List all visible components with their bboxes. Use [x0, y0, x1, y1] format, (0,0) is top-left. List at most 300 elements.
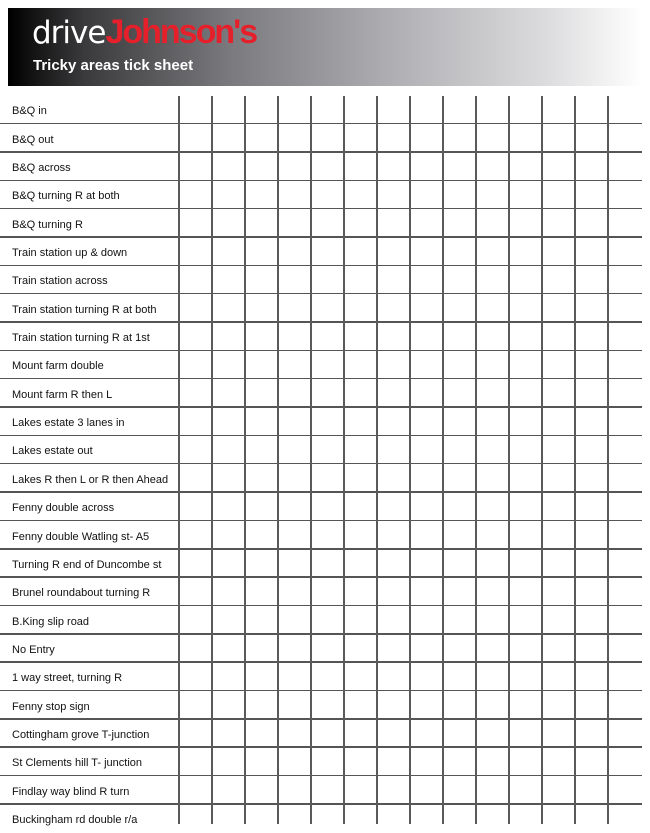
tick-cell[interactable] — [510, 493, 543, 521]
tick-cell[interactable] — [246, 635, 279, 663]
tick-cell[interactable] — [312, 181, 345, 209]
tick-cell[interactable] — [312, 748, 345, 776]
tick-cell[interactable] — [345, 238, 378, 266]
tick-cell[interactable] — [576, 493, 609, 521]
tick-cell[interactable] — [246, 464, 279, 492]
tick-cell[interactable] — [543, 691, 576, 719]
tick-cell[interactable] — [543, 521, 576, 549]
tick-cell[interactable] — [444, 521, 477, 549]
tick-cell[interactable] — [609, 493, 642, 521]
tick-cell[interactable] — [444, 805, 477, 833]
tick-cell[interactable] — [312, 96, 345, 124]
tick-cell[interactable] — [246, 181, 279, 209]
tick-cell[interactable] — [411, 96, 444, 124]
tick-cell[interactable] — [411, 124, 444, 152]
tick-cell[interactable] — [312, 464, 345, 492]
tick-cell[interactable] — [345, 181, 378, 209]
tick-cell[interactable] — [213, 606, 246, 634]
tick-cell[interactable] — [411, 266, 444, 294]
tick-cell[interactable] — [477, 550, 510, 578]
tick-cell[interactable] — [279, 436, 312, 464]
tick-cell[interactable] — [510, 436, 543, 464]
tick-cell[interactable] — [246, 379, 279, 407]
tick-cell[interactable] — [576, 748, 609, 776]
tick-cell[interactable] — [543, 294, 576, 322]
tick-cell[interactable] — [576, 550, 609, 578]
tick-cell[interactable] — [378, 209, 411, 237]
tick-cell[interactable] — [312, 805, 345, 833]
tick-cell[interactable] — [477, 209, 510, 237]
tick-cell[interactable] — [510, 323, 543, 351]
tick-cell[interactable] — [279, 408, 312, 436]
tick-cell[interactable] — [213, 578, 246, 606]
tick-cell[interactable] — [345, 379, 378, 407]
tick-cell[interactable] — [312, 493, 345, 521]
tick-cell[interactable] — [543, 436, 576, 464]
tick-cell[interactable] — [543, 805, 576, 833]
tick-cell[interactable] — [543, 663, 576, 691]
tick-cell[interactable] — [444, 351, 477, 379]
tick-cell[interactable] — [411, 720, 444, 748]
tick-cell[interactable] — [576, 663, 609, 691]
tick-cell[interactable] — [213, 720, 246, 748]
tick-cell[interactable] — [543, 606, 576, 634]
tick-cell[interactable] — [411, 464, 444, 492]
tick-cell[interactable] — [180, 776, 213, 804]
tick-cell[interactable] — [411, 776, 444, 804]
tick-cell[interactable] — [246, 663, 279, 691]
tick-cell[interactable] — [444, 408, 477, 436]
tick-cell[interactable] — [609, 351, 642, 379]
tick-cell[interactable] — [411, 351, 444, 379]
tick-cell[interactable] — [345, 606, 378, 634]
tick-cell[interactable] — [213, 323, 246, 351]
tick-cell[interactable] — [510, 238, 543, 266]
tick-cell[interactable] — [279, 323, 312, 351]
tick-cell[interactable] — [246, 266, 279, 294]
tick-cell[interactable] — [180, 96, 213, 124]
tick-cell[interactable] — [477, 153, 510, 181]
tick-cell[interactable] — [576, 635, 609, 663]
tick-cell[interactable] — [411, 153, 444, 181]
tick-cell[interactable] — [444, 776, 477, 804]
tick-cell[interactable] — [279, 521, 312, 549]
tick-cell[interactable] — [213, 550, 246, 578]
tick-cell[interactable] — [246, 776, 279, 804]
tick-cell[interactable] — [312, 720, 345, 748]
tick-cell[interactable] — [411, 805, 444, 833]
tick-cell[interactable] — [411, 181, 444, 209]
tick-cell[interactable] — [279, 635, 312, 663]
tick-cell[interactable] — [180, 521, 213, 549]
tick-cell[interactable] — [444, 493, 477, 521]
tick-cell[interactable] — [543, 266, 576, 294]
tick-cell[interactable] — [411, 748, 444, 776]
tick-cell[interactable] — [345, 436, 378, 464]
tick-cell[interactable] — [543, 408, 576, 436]
tick-cell[interactable] — [213, 805, 246, 833]
tick-cell[interactable] — [279, 266, 312, 294]
tick-cell[interactable] — [312, 578, 345, 606]
tick-cell[interactable] — [279, 720, 312, 748]
tick-cell[interactable] — [411, 323, 444, 351]
tick-cell[interactable] — [345, 493, 378, 521]
tick-cell[interactable] — [477, 521, 510, 549]
tick-cell[interactable] — [609, 238, 642, 266]
tick-cell[interactable] — [378, 124, 411, 152]
tick-cell[interactable] — [246, 691, 279, 719]
tick-cell[interactable] — [444, 606, 477, 634]
tick-cell[interactable] — [576, 691, 609, 719]
tick-cell[interactable] — [576, 578, 609, 606]
tick-cell[interactable] — [213, 238, 246, 266]
tick-cell[interactable] — [576, 436, 609, 464]
tick-cell[interactable] — [180, 635, 213, 663]
tick-cell[interactable] — [378, 805, 411, 833]
tick-cell[interactable] — [444, 294, 477, 322]
tick-cell[interactable] — [279, 464, 312, 492]
tick-cell[interactable] — [345, 776, 378, 804]
tick-cell[interactable] — [378, 96, 411, 124]
tick-cell[interactable] — [609, 550, 642, 578]
tick-cell[interactable] — [444, 464, 477, 492]
tick-cell[interactable] — [576, 408, 609, 436]
tick-cell[interactable] — [246, 209, 279, 237]
tick-cell[interactable] — [279, 748, 312, 776]
tick-cell[interactable] — [609, 408, 642, 436]
tick-cell[interactable] — [312, 691, 345, 719]
tick-cell[interactable] — [378, 153, 411, 181]
tick-cell[interactable] — [213, 351, 246, 379]
tick-cell[interactable] — [345, 578, 378, 606]
tick-cell[interactable] — [543, 578, 576, 606]
tick-cell[interactable] — [609, 436, 642, 464]
tick-cell[interactable] — [213, 436, 246, 464]
tick-cell[interactable] — [444, 720, 477, 748]
tick-cell[interactable] — [279, 153, 312, 181]
tick-cell[interactable] — [543, 323, 576, 351]
tick-cell[interactable] — [312, 550, 345, 578]
tick-cell[interactable] — [378, 550, 411, 578]
tick-cell[interactable] — [246, 124, 279, 152]
tick-cell[interactable] — [180, 493, 213, 521]
tick-cell[interactable] — [609, 663, 642, 691]
tick-cell[interactable] — [477, 635, 510, 663]
tick-cell[interactable] — [411, 635, 444, 663]
tick-cell[interactable] — [543, 635, 576, 663]
tick-cell[interactable] — [576, 805, 609, 833]
tick-cell[interactable] — [180, 181, 213, 209]
tick-cell[interactable] — [378, 663, 411, 691]
tick-cell[interactable] — [312, 209, 345, 237]
tick-cell[interactable] — [411, 209, 444, 237]
tick-cell[interactable] — [213, 294, 246, 322]
tick-cell[interactable] — [510, 96, 543, 124]
tick-cell[interactable] — [246, 550, 279, 578]
tick-cell[interactable] — [510, 720, 543, 748]
tick-cell[interactable] — [246, 748, 279, 776]
tick-cell[interactable] — [609, 294, 642, 322]
tick-cell[interactable] — [411, 606, 444, 634]
tick-cell[interactable] — [312, 153, 345, 181]
tick-cell[interactable] — [213, 266, 246, 294]
tick-cell[interactable] — [180, 153, 213, 181]
tick-cell[interactable] — [576, 238, 609, 266]
tick-cell[interactable] — [444, 209, 477, 237]
tick-cell[interactable] — [477, 266, 510, 294]
tick-cell[interactable] — [477, 464, 510, 492]
tick-cell[interactable] — [444, 238, 477, 266]
tick-cell[interactable] — [312, 521, 345, 549]
tick-cell[interactable] — [345, 521, 378, 549]
tick-cell[interactable] — [279, 578, 312, 606]
tick-cell[interactable] — [312, 238, 345, 266]
tick-cell[interactable] — [510, 124, 543, 152]
tick-cell[interactable] — [510, 663, 543, 691]
tick-cell[interactable] — [576, 209, 609, 237]
tick-cell[interactable] — [411, 521, 444, 549]
tick-cell[interactable] — [510, 181, 543, 209]
tick-cell[interactable] — [444, 181, 477, 209]
tick-cell[interactable] — [378, 748, 411, 776]
tick-cell[interactable] — [444, 691, 477, 719]
tick-cell[interactable] — [609, 635, 642, 663]
tick-cell[interactable] — [345, 153, 378, 181]
tick-cell[interactable] — [543, 153, 576, 181]
tick-cell[interactable] — [246, 720, 279, 748]
tick-cell[interactable] — [213, 663, 246, 691]
tick-cell[interactable] — [411, 550, 444, 578]
tick-cell[interactable] — [411, 663, 444, 691]
tick-cell[interactable] — [213, 124, 246, 152]
tick-cell[interactable] — [180, 209, 213, 237]
tick-cell[interactable] — [312, 606, 345, 634]
tick-cell[interactable] — [180, 805, 213, 833]
tick-cell[interactable] — [510, 209, 543, 237]
tick-cell[interactable] — [477, 379, 510, 407]
tick-cell[interactable] — [279, 181, 312, 209]
tick-cell[interactable] — [576, 464, 609, 492]
tick-cell[interactable] — [576, 266, 609, 294]
tick-cell[interactable] — [543, 124, 576, 152]
tick-cell[interactable] — [444, 635, 477, 663]
tick-cell[interactable] — [213, 379, 246, 407]
tick-cell[interactable] — [213, 748, 246, 776]
tick-cell[interactable] — [213, 635, 246, 663]
tick-cell[interactable] — [444, 323, 477, 351]
tick-cell[interactable] — [345, 351, 378, 379]
tick-cell[interactable] — [411, 238, 444, 266]
tick-cell[interactable] — [576, 379, 609, 407]
tick-cell[interactable] — [477, 720, 510, 748]
tick-cell[interactable] — [378, 606, 411, 634]
tick-cell[interactable] — [576, 181, 609, 209]
tick-cell[interactable] — [444, 266, 477, 294]
tick-cell[interactable] — [576, 606, 609, 634]
tick-cell[interactable] — [543, 379, 576, 407]
tick-cell[interactable] — [213, 209, 246, 237]
tick-cell[interactable] — [180, 379, 213, 407]
tick-cell[interactable] — [180, 748, 213, 776]
tick-cell[interactable] — [180, 238, 213, 266]
tick-cell[interactable] — [609, 606, 642, 634]
tick-cell[interactable] — [510, 464, 543, 492]
tick-cell[interactable] — [345, 323, 378, 351]
tick-cell[interactable] — [609, 720, 642, 748]
tick-cell[interactable] — [279, 351, 312, 379]
tick-cell[interactable] — [576, 124, 609, 152]
tick-cell[interactable] — [312, 323, 345, 351]
tick-cell[interactable] — [444, 96, 477, 124]
tick-cell[interactable] — [246, 606, 279, 634]
tick-cell[interactable] — [477, 493, 510, 521]
tick-cell[interactable] — [576, 96, 609, 124]
tick-cell[interactable] — [279, 805, 312, 833]
tick-cell[interactable] — [378, 635, 411, 663]
tick-cell[interactable] — [444, 153, 477, 181]
tick-cell[interactable] — [510, 153, 543, 181]
tick-cell[interactable] — [345, 209, 378, 237]
tick-cell[interactable] — [444, 436, 477, 464]
tick-cell[interactable] — [246, 323, 279, 351]
tick-cell[interactable] — [477, 776, 510, 804]
tick-cell[interactable] — [279, 238, 312, 266]
tick-cell[interactable] — [312, 266, 345, 294]
tick-cell[interactable] — [510, 351, 543, 379]
tick-cell[interactable] — [312, 436, 345, 464]
tick-cell[interactable] — [312, 351, 345, 379]
tick-cell[interactable] — [180, 720, 213, 748]
tick-cell[interactable] — [576, 351, 609, 379]
tick-cell[interactable] — [411, 379, 444, 407]
tick-cell[interactable] — [576, 776, 609, 804]
tick-cell[interactable] — [312, 635, 345, 663]
tick-cell[interactable] — [543, 464, 576, 492]
tick-cell[interactable] — [609, 153, 642, 181]
tick-cell[interactable] — [180, 663, 213, 691]
tick-cell[interactable] — [345, 748, 378, 776]
tick-cell[interactable] — [345, 408, 378, 436]
tick-cell[interactable] — [477, 408, 510, 436]
tick-cell[interactable] — [477, 663, 510, 691]
tick-cell[interactable] — [477, 323, 510, 351]
tick-cell[interactable] — [279, 209, 312, 237]
tick-cell[interactable] — [378, 294, 411, 322]
tick-cell[interactable] — [477, 691, 510, 719]
tick-cell[interactable] — [510, 408, 543, 436]
tick-cell[interactable] — [213, 691, 246, 719]
tick-cell[interactable] — [180, 550, 213, 578]
tick-cell[interactable] — [279, 124, 312, 152]
tick-cell[interactable] — [411, 408, 444, 436]
tick-cell[interactable] — [312, 663, 345, 691]
tick-cell[interactable] — [246, 578, 279, 606]
tick-cell[interactable] — [279, 691, 312, 719]
tick-cell[interactable] — [609, 691, 642, 719]
tick-cell[interactable] — [444, 124, 477, 152]
tick-cell[interactable] — [246, 153, 279, 181]
tick-cell[interactable] — [246, 436, 279, 464]
tick-cell[interactable] — [213, 96, 246, 124]
tick-cell[interactable] — [345, 96, 378, 124]
tick-cell[interactable] — [510, 521, 543, 549]
tick-cell[interactable] — [312, 294, 345, 322]
tick-cell[interactable] — [411, 691, 444, 719]
tick-cell[interactable] — [378, 493, 411, 521]
tick-cell[interactable] — [543, 209, 576, 237]
tick-cell[interactable] — [510, 776, 543, 804]
tick-cell[interactable] — [477, 238, 510, 266]
tick-cell[interactable] — [609, 266, 642, 294]
tick-cell[interactable] — [609, 96, 642, 124]
tick-cell[interactable] — [279, 550, 312, 578]
tick-cell[interactable] — [609, 776, 642, 804]
tick-cell[interactable] — [543, 493, 576, 521]
tick-cell[interactable] — [213, 464, 246, 492]
tick-cell[interactable] — [345, 124, 378, 152]
tick-cell[interactable] — [543, 351, 576, 379]
tick-cell[interactable] — [180, 606, 213, 634]
tick-cell[interactable] — [180, 323, 213, 351]
tick-cell[interactable] — [609, 748, 642, 776]
tick-cell[interactable] — [246, 96, 279, 124]
tick-cell[interactable] — [477, 96, 510, 124]
tick-cell[interactable] — [378, 323, 411, 351]
tick-cell[interactable] — [345, 805, 378, 833]
tick-cell[interactable] — [378, 521, 411, 549]
tick-cell[interactable] — [180, 266, 213, 294]
tick-cell[interactable] — [180, 436, 213, 464]
tick-cell[interactable] — [510, 691, 543, 719]
tick-cell[interactable] — [477, 606, 510, 634]
tick-cell[interactable] — [279, 493, 312, 521]
tick-cell[interactable] — [543, 748, 576, 776]
tick-cell[interactable] — [378, 436, 411, 464]
tick-cell[interactable] — [543, 181, 576, 209]
tick-cell[interactable] — [312, 776, 345, 804]
tick-cell[interactable] — [246, 294, 279, 322]
tick-cell[interactable] — [180, 408, 213, 436]
tick-cell[interactable] — [543, 96, 576, 124]
tick-cell[interactable] — [477, 124, 510, 152]
tick-cell[interactable] — [279, 606, 312, 634]
tick-cell[interactable] — [510, 550, 543, 578]
tick-cell[interactable] — [609, 521, 642, 549]
tick-cell[interactable] — [246, 351, 279, 379]
tick-cell[interactable] — [378, 351, 411, 379]
tick-cell[interactable] — [444, 578, 477, 606]
tick-cell[interactable] — [576, 294, 609, 322]
tick-cell[interactable] — [411, 493, 444, 521]
tick-cell[interactable] — [378, 238, 411, 266]
tick-cell[interactable] — [411, 294, 444, 322]
tick-cell[interactable] — [180, 464, 213, 492]
tick-cell[interactable] — [510, 294, 543, 322]
tick-cell[interactable] — [477, 578, 510, 606]
tick-cell[interactable] — [246, 493, 279, 521]
tick-cell[interactable] — [378, 181, 411, 209]
tick-cell[interactable] — [246, 521, 279, 549]
tick-cell[interactable] — [543, 776, 576, 804]
tick-cell[interactable] — [378, 691, 411, 719]
tick-cell[interactable] — [609, 323, 642, 351]
tick-cell[interactable] — [477, 748, 510, 776]
tick-cell[interactable] — [609, 209, 642, 237]
tick-cell[interactable] — [411, 436, 444, 464]
tick-cell[interactable] — [378, 464, 411, 492]
tick-cell[interactable] — [444, 748, 477, 776]
tick-cell[interactable] — [246, 805, 279, 833]
